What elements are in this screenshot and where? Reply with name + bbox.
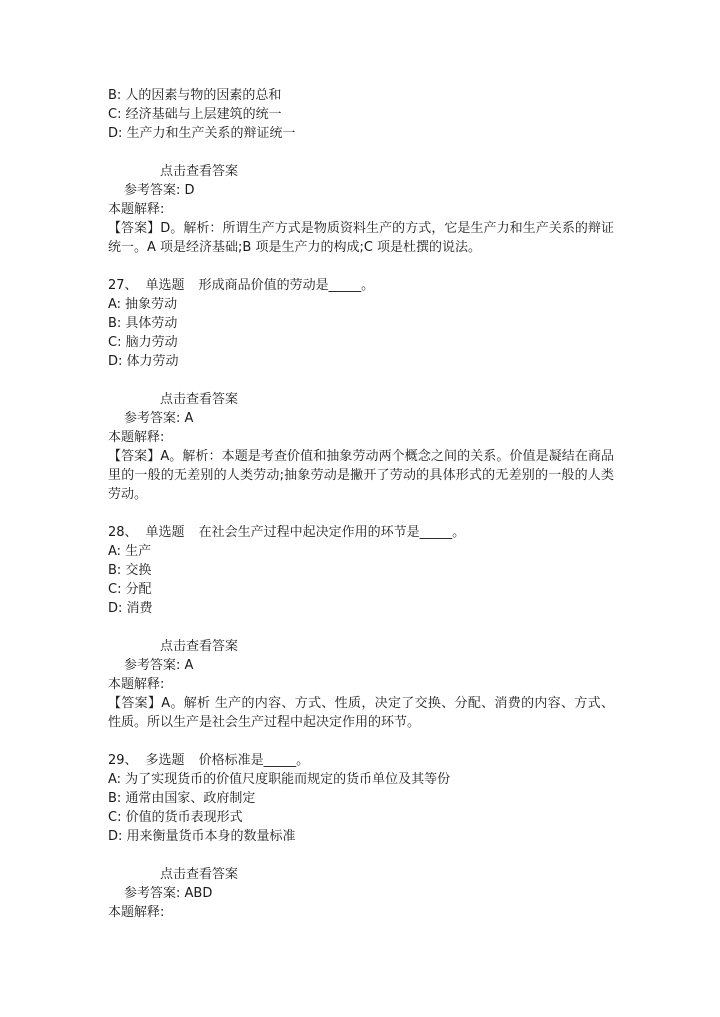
- question-number: 28、: [108, 525, 138, 540]
- explanation-text: 【答案】D。解析：所谓生产方式是物质资料生产的方式，它是生产力和生产关系的辩证统一。A 项是经济基础;B 项是生产力的构成;C 项是杜撰的说法。: [108, 221, 614, 255]
- option-c: C: 价值的货币表现形式: [108, 810, 243, 825]
- reference-answer: 参考答案: A: [124, 658, 194, 673]
- explanation-text: 【答案】A。解析：本题是考查价值和抽象劳动两个概念之间的关系。价值是凝结在商品里的一般的无差别的人类劳动;抽象劳动是撇开了劳动的具体形式的无差别的一般的人类劳动。: [108, 449, 614, 502]
- option-c: C: 经济基础与上层建筑的统一: [108, 107, 282, 122]
- question-number: 27、: [108, 278, 138, 293]
- option-a: A: 为了实现货币的价值尺度职能而规定的货币单位及其等份: [108, 772, 451, 787]
- question-28: [108, 523, 614, 732]
- option-a: A: 抽象劳动: [108, 297, 178, 312]
- document-content: [108, 86, 614, 922]
- explanation-text: 【答案】A。解析 生产的内容、方式、性质，决定了交换、分配、消费的内容、方式、性质。所以生产是社会生产过程中起决定作用的环节。: [108, 696, 614, 730]
- question-26-tail: [108, 86, 614, 257]
- question-stem-line: [108, 523, 614, 542]
- question-number: 29、: [108, 753, 138, 768]
- option-d: D: 用来衡量货币本身的数量标准: [108, 829, 296, 844]
- option-c: C: 分配: [108, 582, 152, 597]
- option-d: D: 体力劳动: [108, 354, 179, 369]
- option-b: B: 通常由国家、政府制定: [108, 791, 256, 806]
- question-stem-line: [108, 276, 614, 295]
- option-d: D: 消费: [108, 601, 153, 616]
- question-type: 多选题: [145, 753, 185, 768]
- view-answer-link[interactable]: 点击查看答案: [160, 867, 239, 882]
- explanation-label: 本题解释:: [108, 202, 165, 217]
- reference-answer: 参考答案: D: [124, 183, 195, 198]
- option-b: B: 交换: [108, 563, 152, 578]
- view-answer-link[interactable]: 点击查看答案: [160, 639, 239, 654]
- reference-answer: 参考答案: ABD: [124, 886, 213, 901]
- question-type: 单选题: [145, 525, 185, 540]
- question-29: [108, 751, 614, 922]
- question-stem: 形成商品价值的劳动是_____。: [198, 278, 375, 293]
- reference-answer: 参考答案: A: [124, 411, 194, 426]
- view-answer-link[interactable]: 点击查看答案: [160, 392, 239, 407]
- option-d: D: 生产力和生产关系的辩证统一: [108, 126, 296, 141]
- option-b: B: 具体劳动: [108, 316, 178, 331]
- question-stem: 在社会生产过程中起决定作用的环节是_____。: [198, 525, 466, 540]
- option-a: A: 生产: [108, 544, 152, 559]
- explanation-label: 本题解释:: [108, 430, 165, 445]
- question-stem-line: [108, 751, 614, 770]
- option-c: C: 脑力劳动: [108, 335, 178, 350]
- explanation-label: 本题解释:: [108, 677, 165, 692]
- view-answer-link[interactable]: 点击查看答案: [160, 164, 239, 179]
- option-b: B: 人的因素与物的因素的总和: [108, 88, 282, 103]
- question-type: 单选题: [145, 278, 185, 293]
- question-27: [108, 276, 614, 504]
- question-stem: 价格标准是_____。: [198, 753, 310, 768]
- explanation-label: 本题解释:: [108, 905, 165, 920]
